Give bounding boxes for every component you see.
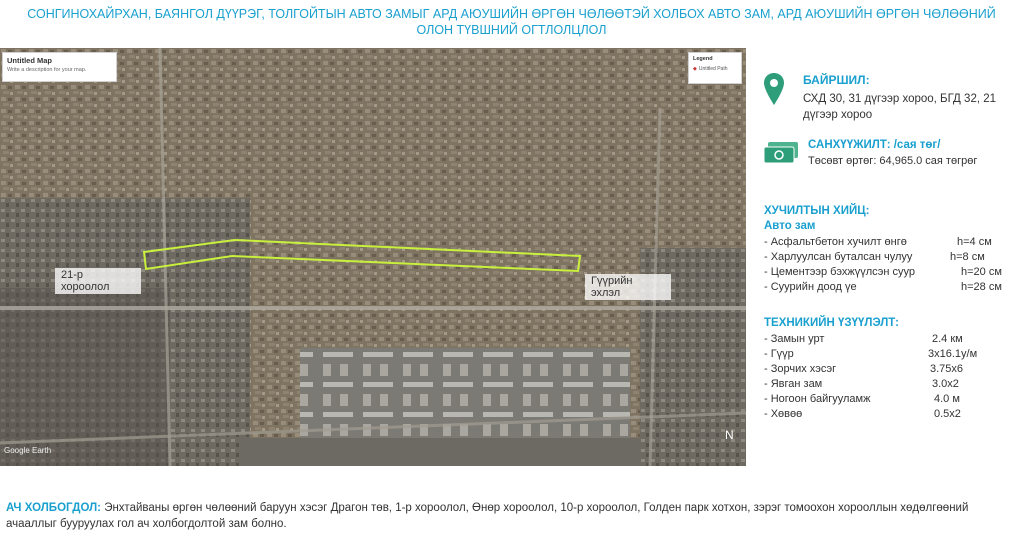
- google-earth-watermark: Google Earth: [4, 446, 52, 455]
- map-info-card[interactable]: [2, 52, 117, 82]
- location-heading: БАЙРШИЛ:: [803, 73, 870, 87]
- page-title-line1: СОНГИНОХАЙРХАН, БАЯНГОЛ ДҮҮРЭГ, ТОЛГОЙТЫН АВТО ЗАМЫГ АРД АЮУШИЙН ӨРГӨН ЧӨЛӨӨТЭЙ ХОЛБОХ АВТО ЗАМ, АРД АЮУШИЙН ӨРГӨН ЧӨЛӨӨНИЙ: [27, 7, 996, 21]
- page-title: [0, 6, 1023, 38]
- significance-paragraph: [6, 500, 1016, 532]
- page-title-line2: ОЛОН ТҮВШНИЙ ОГТЛОЛЦЛОЛ: [416, 23, 607, 37]
- significance-heading: АЧ ХОЛБОГДОЛ:: [6, 502, 101, 514]
- satellite-map[interactable]: [0, 48, 746, 466]
- finance-heading: САНХҮҮЖИЛТ: /сая төг/: [808, 139, 941, 151]
- finance-text: Төсөвт өртөг: 64,965.0 сая төгрөг: [808, 155, 978, 167]
- tech-heading: ТЕХНИКИЙН ҮЗҮҮЛЭЛТ:: [764, 317, 899, 329]
- map-legend[interactable]: [688, 52, 742, 84]
- label-21-district: 21-р хороолол: [55, 268, 141, 294]
- legend-entry: ◆ Untitled Path: [693, 66, 728, 72]
- label-bridge-start: Гүүрийн эхлэл: [585, 274, 671, 300]
- money-icon: [764, 142, 800, 164]
- location-text: СХД 30, 31 дүгээр хороо, БГД 32, 21 дүгээр хороо: [803, 93, 997, 121]
- north-arrow-icon: N: [725, 428, 734, 442]
- path-icon: ◆: [693, 66, 697, 72]
- pavement-heading: ХУЧИЛТЫН ХИЙЦ:: [764, 205, 870, 217]
- map-title: Untitled Map: [7, 56, 52, 65]
- location-pin-icon: [764, 73, 784, 105]
- pavement-subheading: Авто зам: [764, 220, 816, 232]
- significance-text: Энхтайваны өргөн чөлөөний баруун хэсэг Драгон төв, 1-р хороолол, Өнөр хороолол, 10-р хороолол, Голден парк хотхон, зэрэг томоохон хорооллын хөдөлгөөний ачааллыг бууруулах гол ач холбогдолтой зам болно.: [6, 502, 969, 530]
- map-description: Write a description for your map.: [7, 67, 87, 73]
- legend-title: Legend: [693, 56, 713, 62]
- satellite-imagery: [0, 48, 746, 466]
